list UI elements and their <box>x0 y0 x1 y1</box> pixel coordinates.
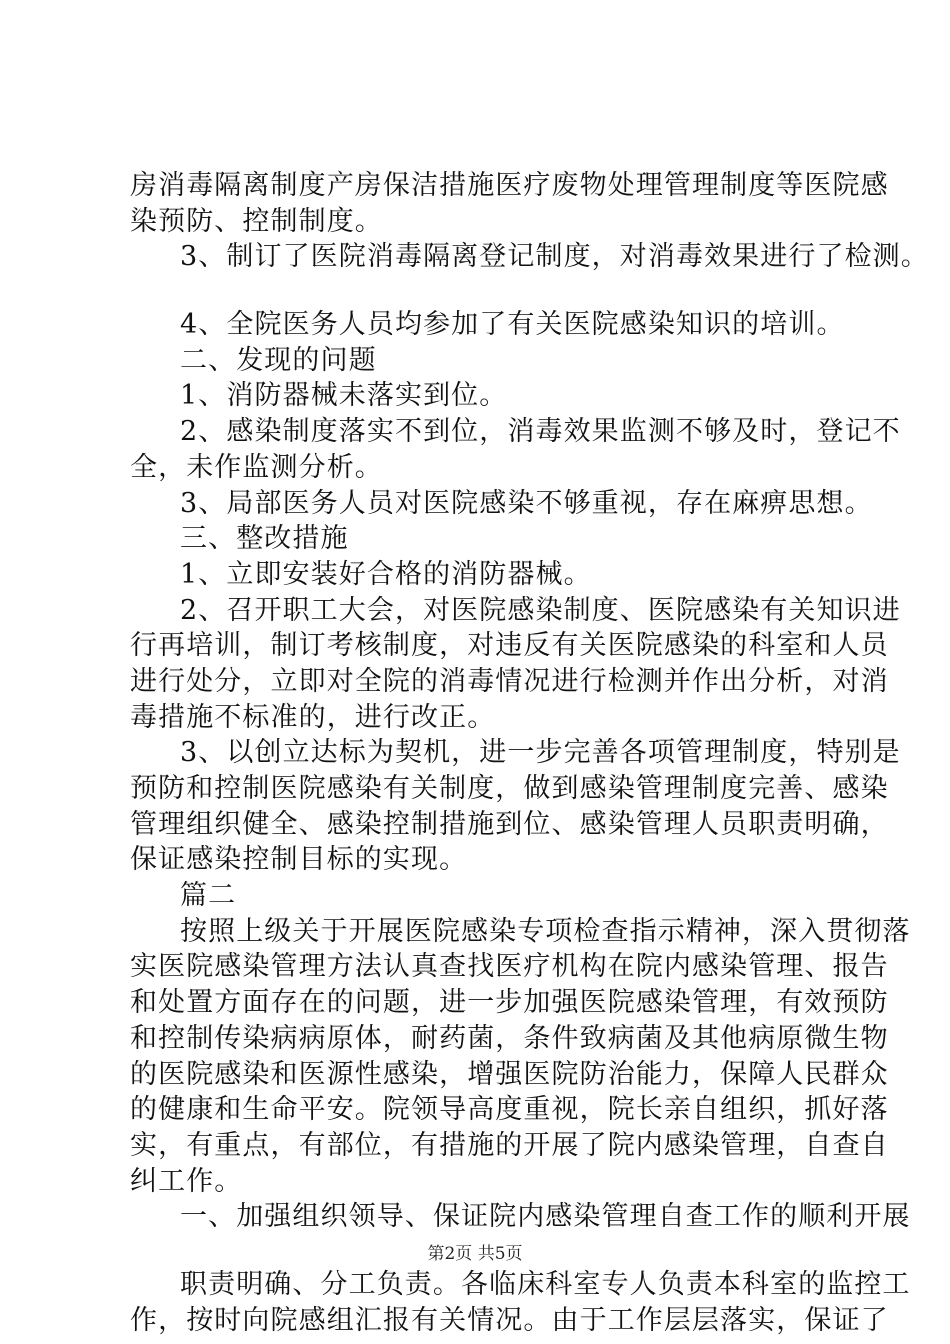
text-line: 3、局部医务人员对医院感染不够重视，存在麻痹思想。 <box>180 487 873 519</box>
text-line: 全，未作监测分析。 <box>130 451 383 483</box>
page-footer <box>0 1244 950 1264</box>
text-line: 预防和控制医院感染有关制度，做到感染管理制度完善、感染 <box>130 773 889 804</box>
text-line: 1、消防器械未落实到位。 <box>180 380 508 412</box>
text-line: 管理组织健全、感染控制措施到位、感染管理人员职责明确， <box>130 808 889 840</box>
page-number: 第2页 共5页 <box>427 1244 523 1264</box>
text-line: 行再培训，制订考核制度，对违反有关医院感染的科室和人员 <box>130 630 889 662</box>
text-line: 的健康和生命平安。院领导高度重视，院长亲自组织，抓好落 <box>130 1094 889 1126</box>
text-line: 毒措施不标准的，进行改正。 <box>130 701 496 733</box>
text-line: 染预防、控制制度。 <box>130 205 383 237</box>
text-line: 实，有重点，有部位，有措施的开展了院内感染管理，自查自 <box>130 1129 889 1161</box>
document-body <box>130 168 929 1338</box>
text-line: 作，按时向院感组汇报有关情况。由于工作层层落实，保证了 <box>130 1304 889 1336</box>
text-line: 和处置方面存在的问题，进一步加强医院感染管理，有效预防 <box>130 987 889 1019</box>
text-line: 实医院感染管理方法认真查找医疗机构在院内感染管理、报告 <box>130 951 889 983</box>
text-line: 和控制传染病病原体，耐药菌，条件致病菌及其他病原微生物 <box>130 1022 889 1054</box>
text-line: 2、感染制度落实不到位，消毒效果监测不够及时，登记不 <box>180 416 901 448</box>
text-line: 3、制订了医院消毒隔离登记制度，对消毒效果进行了检测。 <box>180 241 929 273</box>
blank-gap <box>130 275 840 307</box>
text-line: 职责明确、分工负责。各临床科室专人负责本科室的监控工 <box>180 1268 911 1300</box>
text-line: 房消毒隔离制度产房保洁措施医疗废物处理管理制度等医院感 <box>130 170 889 201</box>
text-line: 进行处分，立即对全院的消毒情况进行检测并作出分析，对消 <box>130 665 889 697</box>
text-line: 3、以创立达标为契机，进一步完善各项管理制度，特别是 <box>180 737 901 769</box>
text-line: 2、召开职工大会，对医院感染制度、医院感染有关知识进 <box>180 594 901 626</box>
text-line: 按照上级关于开展医院感染专项检查指示精神，深入贯彻落 <box>180 915 911 947</box>
section-heading: 二、发现的问题 <box>180 344 377 376</box>
text-line: 纠工作。 <box>130 1165 243 1197</box>
text-line: 保证感染控制目标的实现。 <box>130 844 468 876</box>
section-heading: 一、加强组织领导、保证院内感染管理自查工作的顺利开展 <box>180 1201 911 1233</box>
section-heading: 篇二 <box>180 880 237 912</box>
text-line: 1、立即安装好合格的消防器械。 <box>180 558 592 590</box>
text-line: 的医院感染和医源性感染，增强医院防治能力，保障人民群众 <box>130 1058 889 1090</box>
section-heading: 三、整改措施 <box>180 523 349 555</box>
text-line: 4、全院医务人员均参加了有关医院感染知识的培训。 <box>180 309 845 341</box>
